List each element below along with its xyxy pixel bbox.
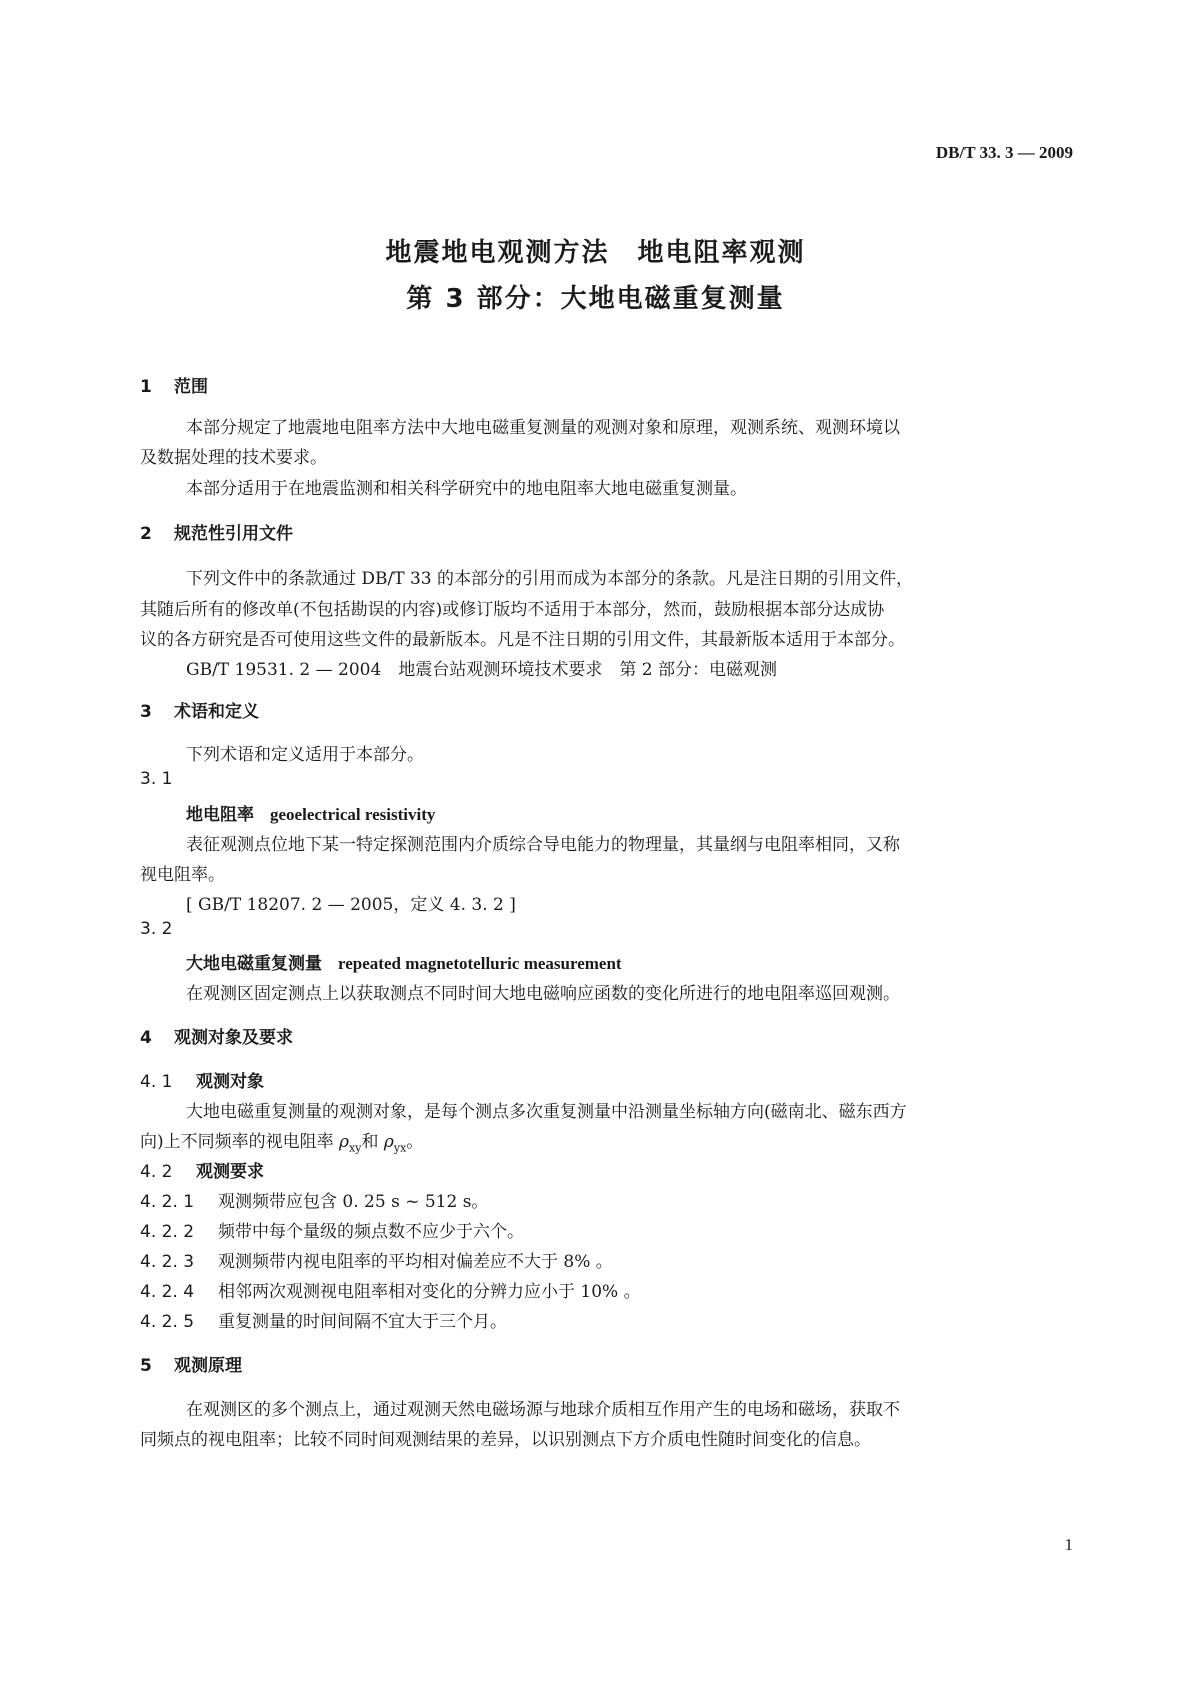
- req-4-2-5: 4. 2. 5 重复测量的时间间隔不宜大于三个月。: [140, 1312, 507, 1332]
- s2-para1-line3: 议的各方研究是否可使用这些文件的最新版本。凡是不注日期的引用文件，其最新版本适用于本部分。: [140, 630, 905, 650]
- req-4-2-2: 4. 2. 2 频带中每个量级的频点数不应少于六个。: [140, 1222, 524, 1242]
- doc-title-line1: 地震地电观测方法 地电阻率观测: [385, 238, 806, 268]
- s1-para2: 本部分适用于在地震监测和相关科学研究中的地电阻率大地电磁重复测量。: [186, 479, 747, 499]
- term-3-2-title: 大地电磁重复测量 repeated magnetotelluric measurement: [186, 954, 622, 974]
- term-3-1-title: 地电阻率 geoelectrical resistivity: [186, 805, 436, 825]
- req-4-2-3: 4. 2. 3 观测频带内视电阻率的平均相对偏差应不大于 8% 。: [140, 1252, 613, 1272]
- s2-para1-line1: 下列文件中的条款通过 DB/T 33 的本部分的引用而成为本部分的条款。凡是注日期的引用文件，: [186, 569, 914, 589]
- term-3-1-number: 3. 1: [140, 769, 173, 789]
- s5-para-line1: 在观测区的多个测点上，通过观测天然电磁场源与地球介质相互作用产生的电场和磁场，获取不: [186, 1400, 900, 1420]
- term-3-2-def: 在观测区固定测点上以获取测点不同时间大地电磁响应函数的变化所进行的地电阻率巡回观测。: [186, 984, 900, 1004]
- req-4-2-4: 4. 2. 4 相邻两次观测视电阻率相对变化的分辨力应小于 10% 。: [140, 1282, 641, 1302]
- term-3-2-number: 3. 2: [140, 919, 173, 939]
- doc-title-line2: 第 3 部分：大地电磁重复测量: [406, 284, 785, 314]
- section-4-1-heading: 4. 1 观测对象: [140, 1072, 264, 1092]
- term-3-1-source: [ GB/T 18207. 2 — 2005，定义 4. 3. 2 ]: [186, 895, 516, 915]
- standard-number: DB/T 33. 3 — 2009: [935, 143, 1073, 162]
- s41-para-line2: 向)上不同频率的视电阻率 $\rho_{xy}$和 $\rho_{yx}$。: [140, 1132, 424, 1155]
- s3-intro: 下列术语和定义适用于本部分。: [186, 745, 424, 765]
- s1-para1-line1: 本部分规定了地震地电阻率方法中大地电磁重复测量的观测对象和原理，观测系统、观测环境以: [186, 418, 900, 438]
- s2-reference: GB/T 19531. 2 — 2004 地震台站观测环境技术要求 第 2 部分：电磁观测: [186, 660, 777, 680]
- section-2-heading: 2 规范性引用文件: [140, 524, 293, 544]
- req-4-2-1: 4. 2. 1 观测频带应包含 0. 25 s ~ 512 s。: [140, 1192, 489, 1212]
- section-1-heading: 1 范围: [140, 377, 208, 397]
- section-4-2-heading: 4. 2 观测要求: [140, 1162, 264, 1182]
- section-5-heading: 5 观测原理: [140, 1356, 242, 1376]
- section-4-heading: 4 观测对象及要求: [140, 1028, 293, 1048]
- page-number: 1: [1064, 1535, 1073, 1554]
- s2-para1-line2: 其随后所有的修改单(不包括勘误的内容)或修订版均不适用于本部分，然而，鼓励根据本部分达成协: [140, 600, 885, 620]
- s1-para1-line2: 及数据处理的技术要求。: [140, 448, 327, 468]
- term-3-1-def-line1: 表征观测点位地下某一特定探测范围内介质综合导电能力的物理量，其量纲与电阻率相同，又称: [186, 835, 900, 855]
- term-3-1-def-line2: 视电阻率。: [140, 865, 225, 885]
- s5-para-line2: 同频点的视电阻率；比较不同时间观测结果的差异，以识别测点下方介质电性随时间变化的信息。: [140, 1430, 871, 1450]
- section-3-heading: 3 术语和定义: [140, 702, 259, 722]
- s41-para-line1: 大地电磁重复测量的观测对象，是每个测点多次重复测量中沿测量坐标轴方向(磁南北、磁东西方: [186, 1102, 907, 1122]
